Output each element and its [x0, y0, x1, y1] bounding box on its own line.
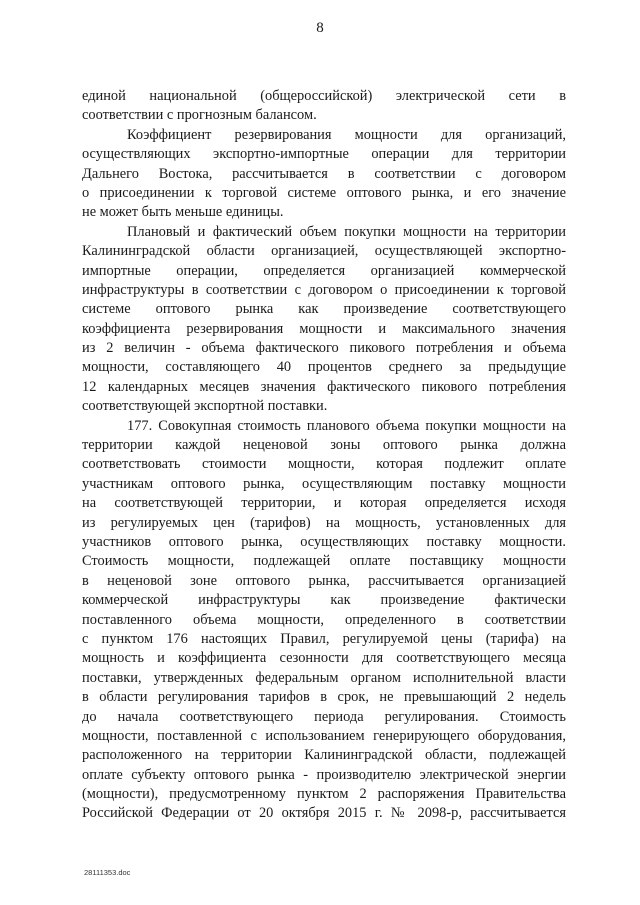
- text-line: о присоединении к торговой системе оптового рынка, и его значение: [82, 184, 566, 201]
- text-line: 177. Совокупная стоимость планового объема покупки мощности на: [127, 417, 566, 434]
- text-line: участникам оптового рынка, осуществляющим поставку мощности: [82, 475, 566, 492]
- text-line: оплате субъекту оптового рынка - производителю электрической энергии: [82, 766, 566, 783]
- text-line: мощности, поставленной с использованием генерирующего оборудования,: [82, 727, 566, 744]
- text-line: соответствии с прогнозным балансом.: [82, 107, 317, 124]
- text-line: мощности, составляющего 40 процентов среднего за предыдущие: [82, 359, 566, 376]
- text-line: Дальнего Востока, рассчитывается в соответствии с договором: [82, 165, 566, 182]
- text-line: до начала соответствующего периода регулирования. Стоимость: [82, 708, 566, 725]
- text-line: в неценовой зоне оптового рынка, рассчитывается организацией: [82, 572, 566, 589]
- text-line: 12 календарных месяцев значения фактического пикового потребления: [82, 378, 566, 395]
- text-line: поставленного объема мощности, определенного в соответствии: [82, 611, 566, 628]
- text-line: из 2 величин - объема фактического пикового потребления и объема: [82, 340, 566, 357]
- text-line: с пунктом 176 настоящих Правил, регулируемой цены (тарифа) на: [82, 630, 566, 647]
- text-line: импортные операции, определяется организацией коммерческой: [82, 262, 566, 279]
- text-line: Российской Федерации от 20 октября 2015 г. № 2098-р, рассчитывается: [82, 805, 566, 822]
- text-line: территории каждой неценовой зоны оптового рынка должна: [82, 437, 566, 454]
- text-line: расположенного на территории Калининградской области, подлежащей: [82, 747, 566, 764]
- text-line: из регулируемых цен (тарифов) на мощность, установленных для: [82, 514, 566, 531]
- text-line: участников оптового рынка, осуществляющих поставку мощности.: [82, 533, 566, 550]
- text-line: мощность и коэффициента сезонности для соответствующего месяца: [82, 650, 566, 667]
- text-line: (мощности), предусмотренному пунктом 2 распоряжения Правительства: [82, 786, 566, 803]
- text-line: в области регулирования тарифов в срок, не превышающий 2 недель: [82, 689, 566, 706]
- text-line: на соответствующей территории, и которая определяется исходя: [82, 495, 566, 512]
- text-line: коммерческой инфраструктуры как произведение фактически: [82, 592, 566, 609]
- text-line: осуществляющих экспортно-импортные операции для территории: [82, 146, 566, 163]
- page-number: 8: [316, 20, 324, 36]
- text-line: Стоимость мощности, подлежащей оплате поставщику мощности: [82, 553, 566, 570]
- text-line: Калининградской области организацией, осуществляющей экспортно-: [82, 243, 566, 260]
- text-line: соответствовать стоимости мощности, которая подлежит оплате: [82, 456, 566, 473]
- text-line: единой национальной (общероссийской) электрической сети в: [82, 88, 566, 104]
- text-line: Коэффициент резервирования мощности для организаций,: [127, 126, 566, 143]
- text-line: коэффициента резервирования мощности и максимального значения: [82, 320, 566, 337]
- text-line: инфраструктуры в соответствии с договором о присоединении к торговой: [82, 281, 566, 298]
- text-line: системе оптового рынка как произведение соответствующего: [82, 301, 566, 318]
- document-body: [82, 87, 566, 824]
- text-line: поставки, утвержденных федеральным органом исполнительной власти: [82, 669, 566, 686]
- text-line: Плановый и фактический объем покупки мощности на территории: [127, 223, 566, 240]
- document-file-code: 28111353.doc: [84, 868, 131, 877]
- text-line: не может быть меньше единицы.: [82, 204, 284, 221]
- text-line: соответствующей экспортной поставки.: [82, 398, 328, 415]
